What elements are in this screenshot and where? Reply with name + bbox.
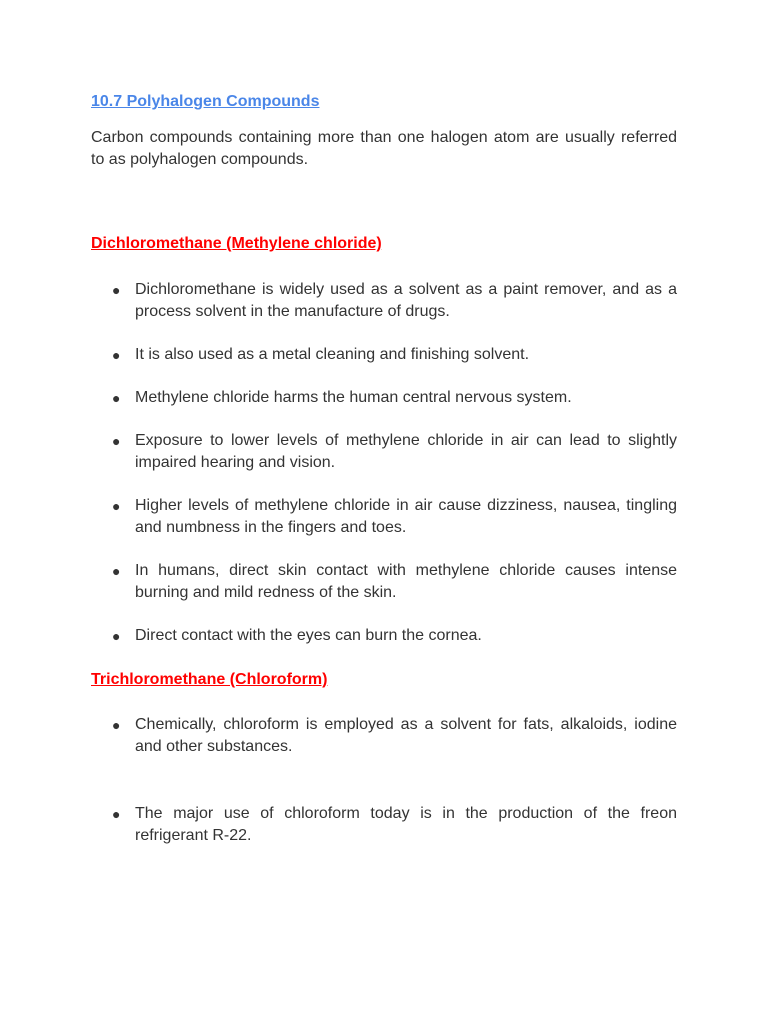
bullet-icon: ● xyxy=(112,563,121,579)
bullet-icon: ● xyxy=(112,498,121,514)
bullet-icon: ● xyxy=(112,433,121,449)
bullet-icon: ● xyxy=(112,628,121,644)
list-item-text: Methylene chloride harms the human central nervous system. xyxy=(135,389,572,406)
bullet-icon: ● xyxy=(112,347,121,363)
heading-trichloromethane: Trichloromethane (Chloroform) xyxy=(91,671,328,688)
list-item-text: Direct contact with the eyes can burn the cornea. xyxy=(135,627,482,644)
list-item-text: In humans, direct skin contact with methylene chloride causes intense burning and mild redness of the skin. xyxy=(135,562,677,601)
list-item-text: Chemically, chloroform is employed as a solvent for fats, alkaloids, iodine and other substances. xyxy=(135,716,677,755)
section-title: 10.7 Polyhalogen Compounds xyxy=(91,93,320,110)
list-item-text: It is also used as a metal cleaning and finishing solvent. xyxy=(135,346,530,363)
bullet-icon: ● xyxy=(112,717,121,733)
list-item-text: Exposure to lower levels of methylene chloride in air can lead to slightly impaired hearing and vision. xyxy=(135,432,677,471)
bullet-icon: ● xyxy=(112,390,121,406)
heading-dichloromethane: Dichloromethane (Methylene chloride) xyxy=(91,235,382,252)
list-item-text: Higher levels of methylene chloride in air cause dizziness, nausea, tingling and numbness in the fingers and toes. xyxy=(135,497,677,536)
bullet-icon: ● xyxy=(112,806,121,822)
list-item-text: Dichloromethane is widely used as a solvent as a paint remover, and as a process solvent in the manufacture of drugs. xyxy=(135,281,677,320)
intro-paragraph: Carbon compounds containing more than one halogen atom are usually referred to as polyhalogen compounds. xyxy=(91,129,677,168)
list-item-text: The major use of chloroform today is in the production of the freon refrigerant R-22. xyxy=(135,805,677,844)
bullet-icon: ● xyxy=(112,282,121,298)
